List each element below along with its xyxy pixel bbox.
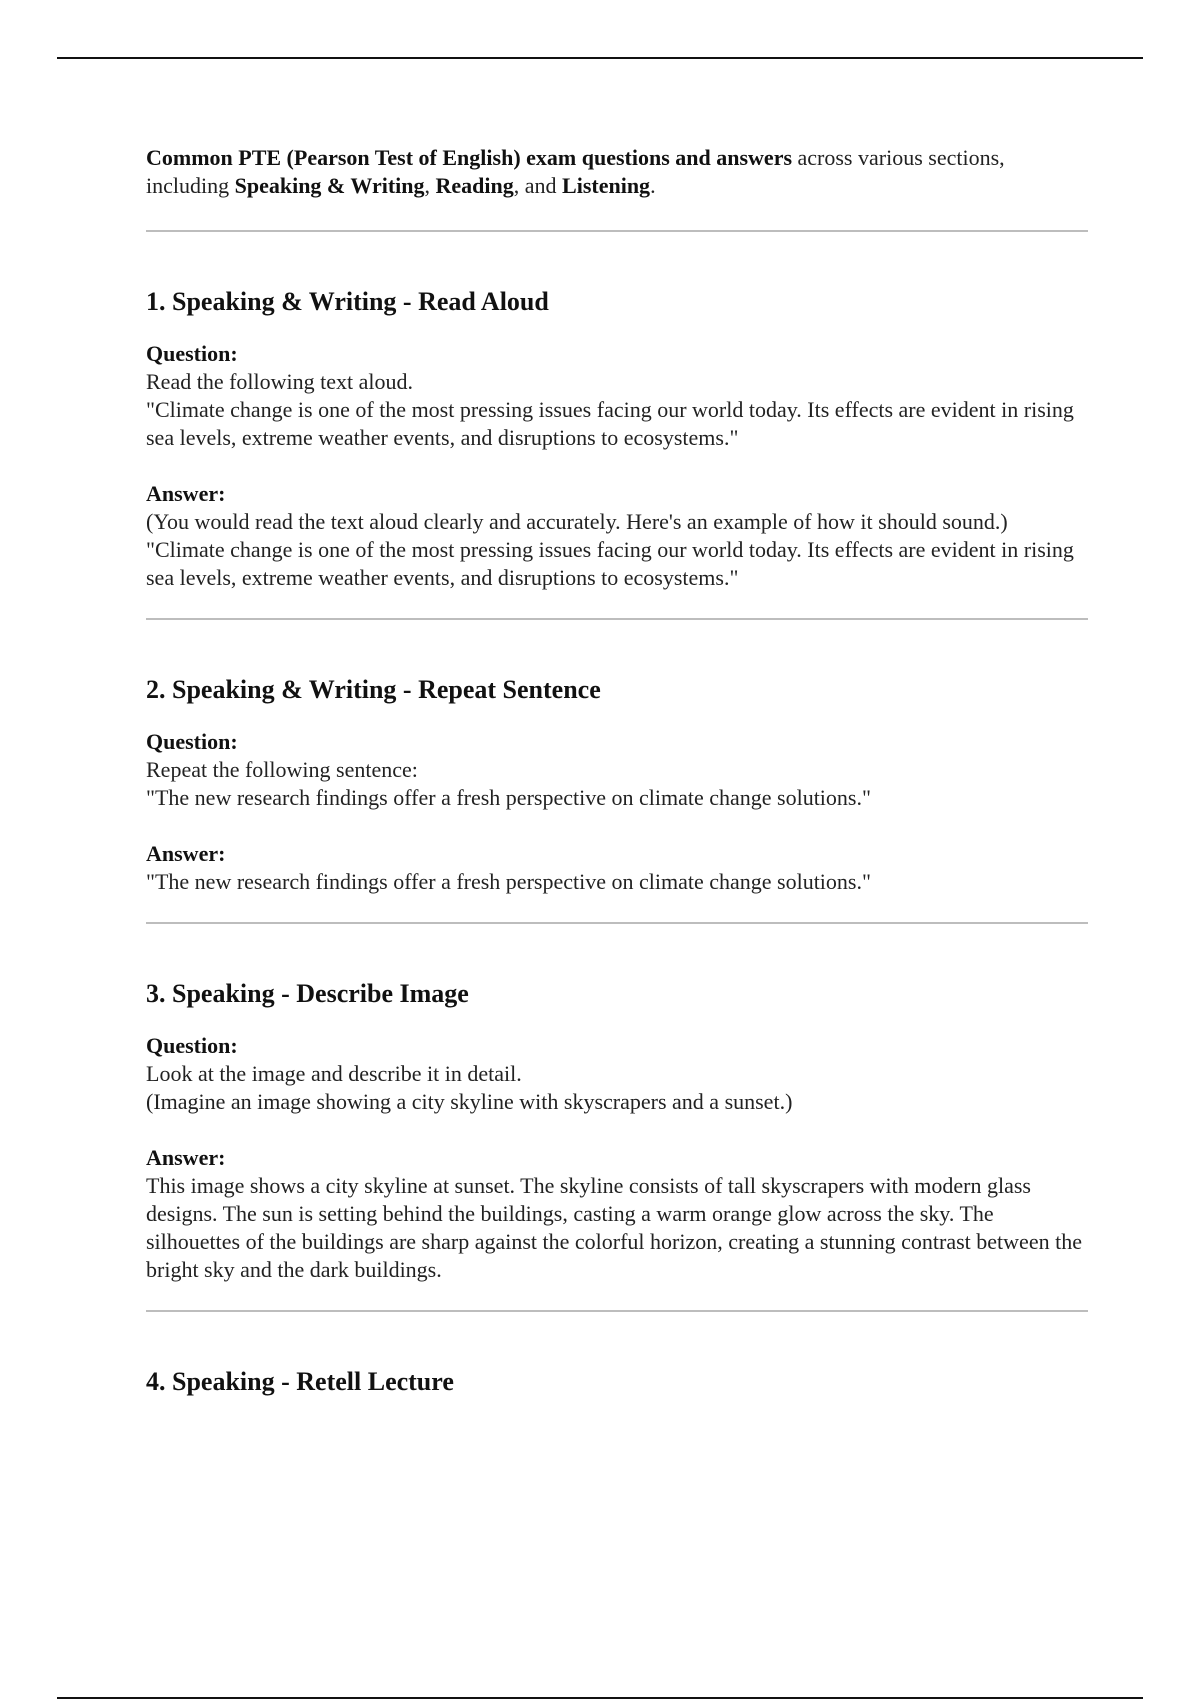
answer-text: "The new research findings offer a fresh perspective on climate change solutions." bbox=[146, 869, 871, 894]
intro-bold-listening: Listening bbox=[562, 173, 651, 198]
section-title-retell-lecture: 4. Speaking - Retell Lecture bbox=[146, 1367, 454, 1396]
answer-label: Answer: bbox=[146, 481, 226, 506]
section-title-repeat-sentence: 2. Speaking & Writing - Repeat Sentence bbox=[146, 675, 601, 704]
answer-text: (You would read the text aloud clearly and accurately. Here's an example of how it should sound.) bbox=[146, 509, 1008, 534]
question-label: Question: bbox=[146, 729, 238, 754]
question-label: Question: bbox=[146, 341, 238, 366]
answer-label: Answer: bbox=[146, 841, 226, 866]
section-divider bbox=[146, 230, 1088, 232]
answer-text: This image shows a city skyline at sunset. The skyline consists of tall skyscrapers with modern glass designs. The sun is setting behind the buildings, casting a warm orange glow across the sky. The silhouettes of the buildings are sharp against the colorful horizon, creating a stunning contrast between the bright sky and the dark buildings. bbox=[146, 1173, 1082, 1282]
section-divider bbox=[146, 1310, 1088, 1312]
section-title-describe-image: 3. Speaking - Describe Image bbox=[146, 979, 469, 1008]
intro-bold-speaking-writing: Speaking & Writing bbox=[234, 173, 425, 198]
section-divider bbox=[146, 922, 1088, 924]
question-text: Repeat the following sentence: bbox=[146, 757, 418, 782]
answer-text: "Climate change is one of the most pressing issues facing our world today. Its effects are evident in rising sea levels, extreme weather events, and disruptions to ecosystems." bbox=[146, 537, 1074, 590]
question-label: Question: bbox=[146, 1033, 238, 1058]
question-text: (Imagine an image showing a city skyline with skyscrapers and a sunset.) bbox=[146, 1089, 793, 1114]
question-text: Read the following text aloud. bbox=[146, 369, 413, 394]
intro-text-4: . bbox=[650, 173, 656, 198]
document-body bbox=[146, 144, 1086, 1398]
page-top-rule bbox=[57, 57, 1143, 59]
answer-label: Answer: bbox=[146, 1145, 226, 1170]
intro-text-2: , bbox=[424, 173, 436, 198]
intro-bold-title: Common PTE (Pearson Test of English) exam questions and answers bbox=[146, 145, 793, 170]
question-text: Look at the image and describe it in detail. bbox=[146, 1061, 522, 1086]
page-bottom-rule bbox=[57, 1697, 1143, 1699]
intro-text-3: , and bbox=[513, 173, 563, 198]
question-text: "Climate change is one of the most pressing issues facing our world today. Its effects are evident in rising sea levels, extreme weather events, and disruptions to ecosystems." bbox=[146, 397, 1074, 450]
section-divider bbox=[146, 618, 1088, 620]
intro-bold-reading: Reading bbox=[435, 173, 514, 198]
intro-text-1: across various sections, including bbox=[146, 145, 1005, 198]
intro-paragraph bbox=[146, 144, 1086, 200]
question-text: "The new research findings offer a fresh perspective on climate change solutions." bbox=[146, 785, 871, 810]
section-title-read-aloud: 1. Speaking & Writing - Read Aloud bbox=[146, 287, 549, 316]
